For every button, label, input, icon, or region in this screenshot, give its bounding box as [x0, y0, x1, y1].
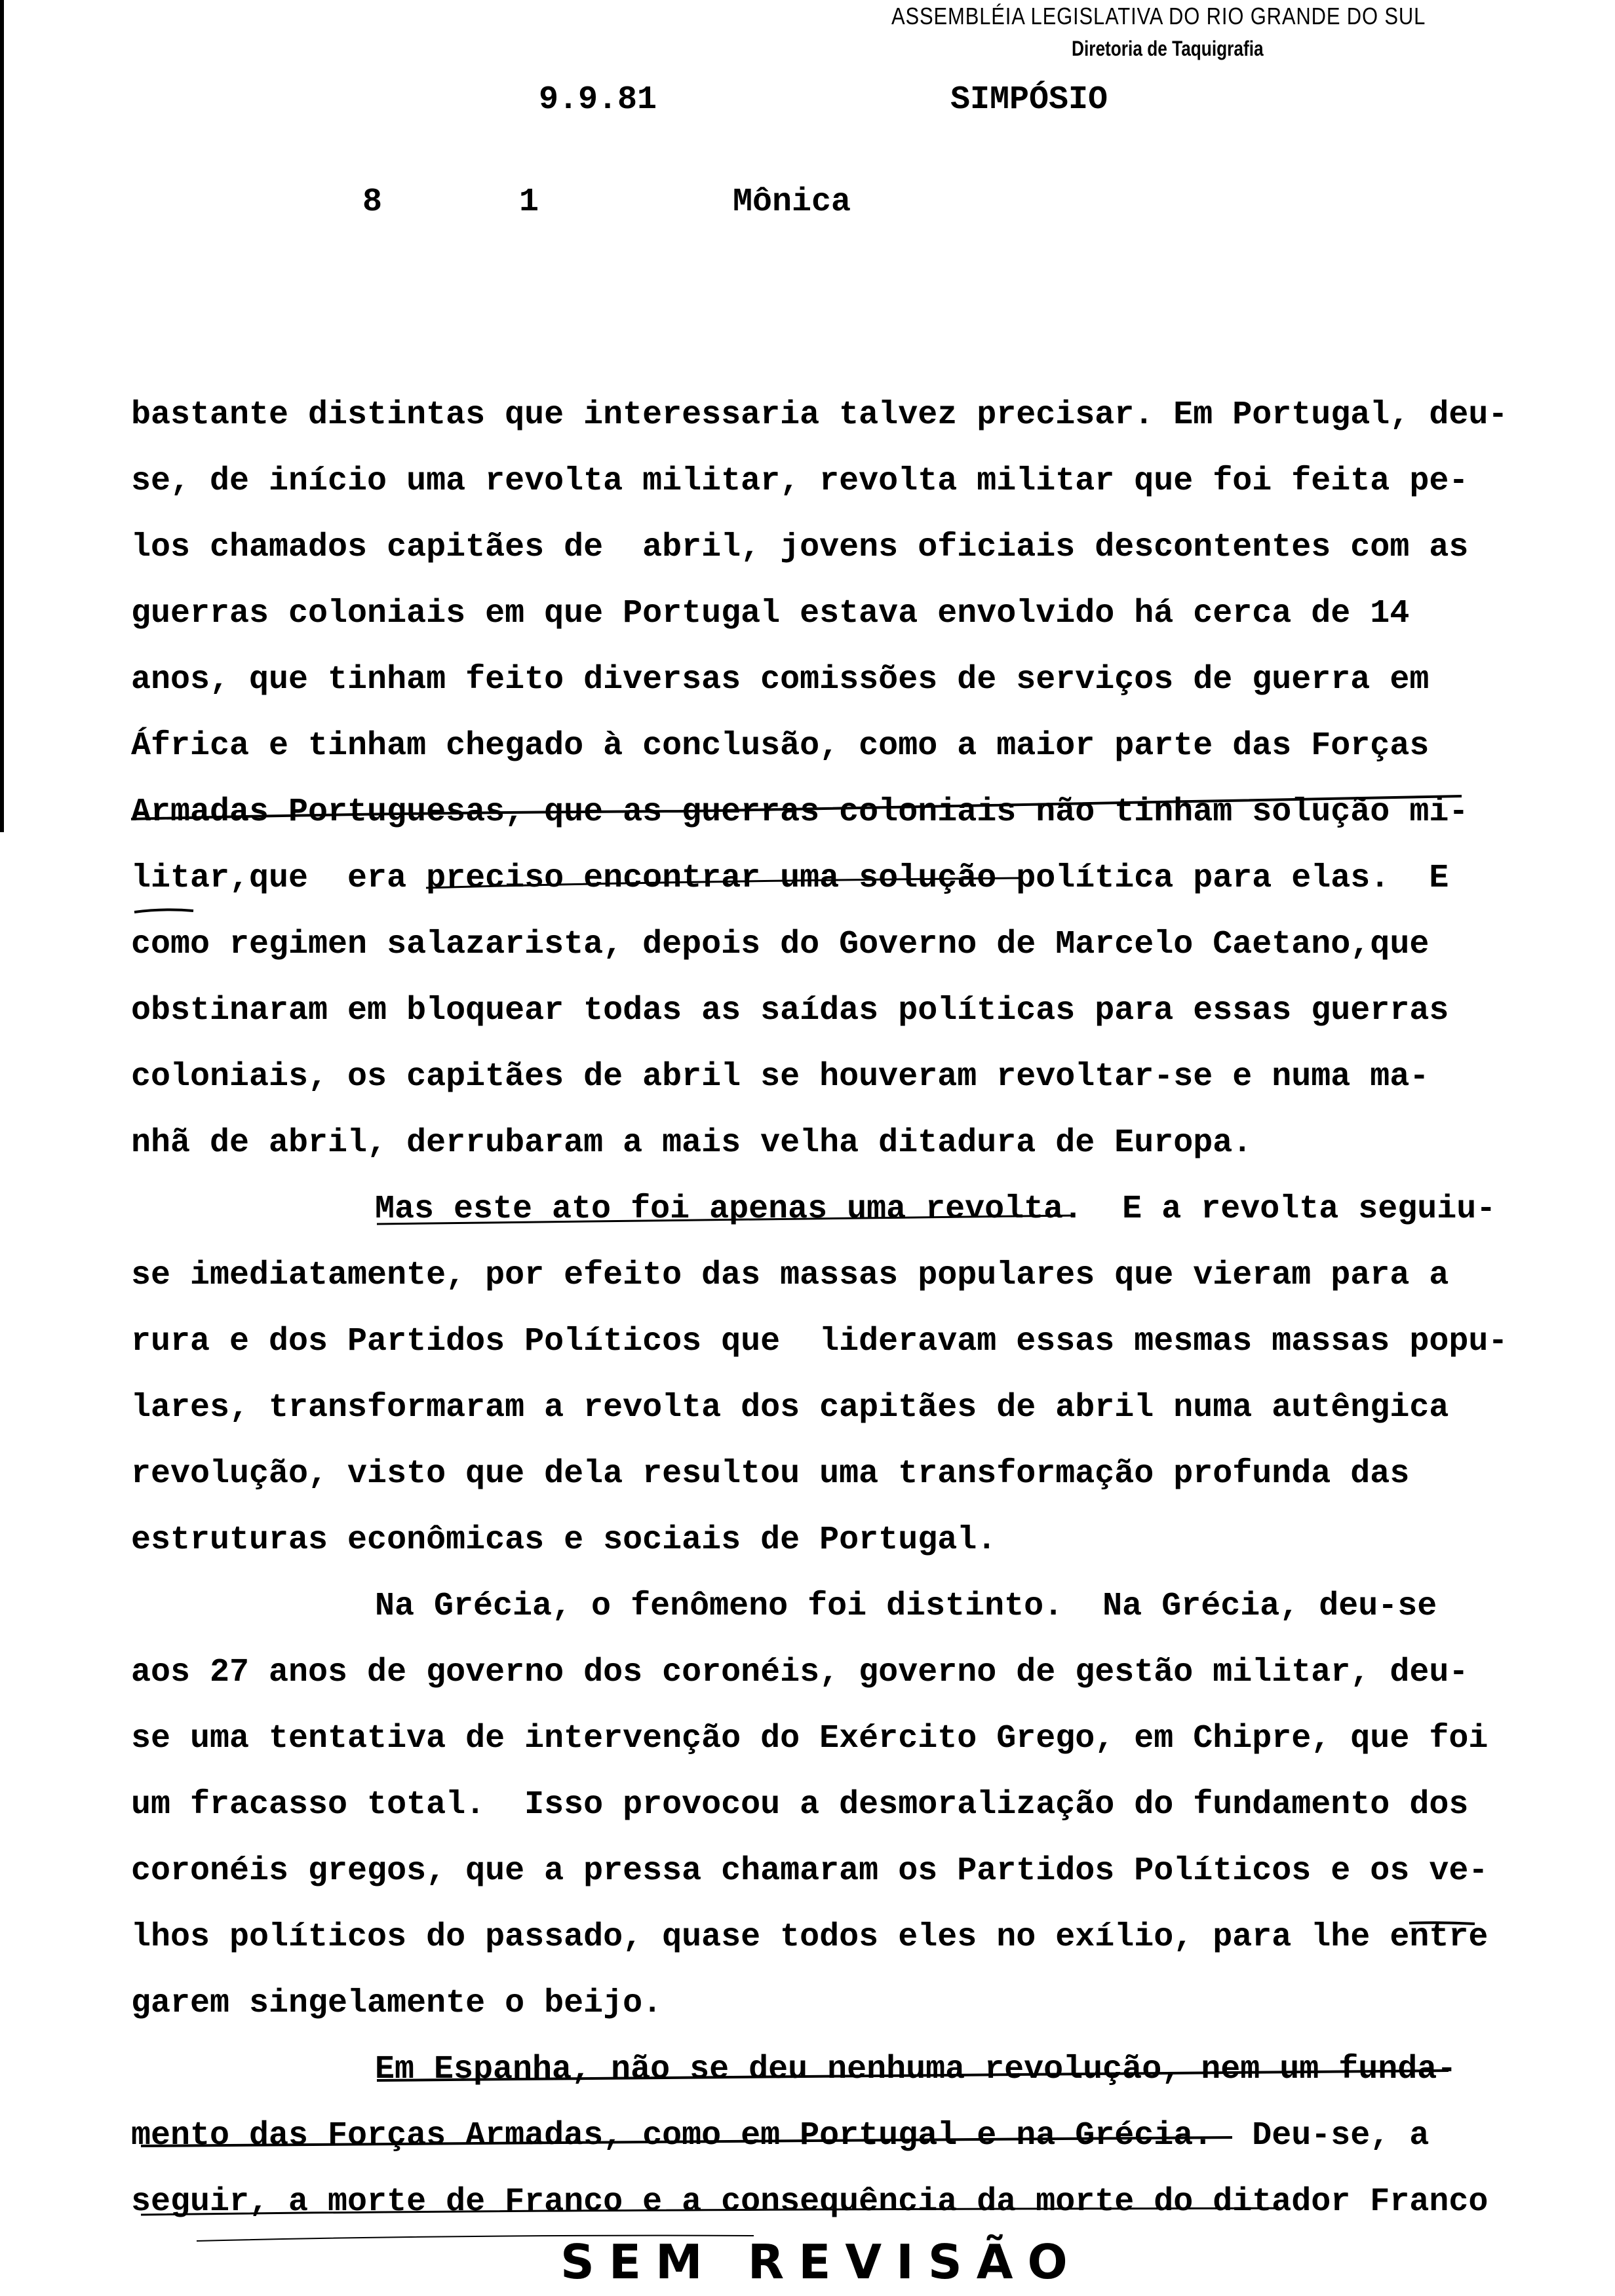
text-line: se, de início uma revolta militar, revolta militar que foi feita pe-: [131, 463, 1469, 500]
text-line: lhos políticos do passado, quase todos eles no exílio, para lhe entre: [131, 1919, 1489, 1956]
text-line: Mas este ato foi apenas uma revolta. E a revolta seguiu-: [375, 1191, 1496, 1228]
underline-mark: [426, 878, 1022, 888]
underline-mark: [1409, 1923, 1475, 1924]
underline-mark: [131, 796, 1462, 819]
no-revision-stamp: SEM REVISÃO: [560, 2234, 1082, 2289]
text-line: revolução, visto que dela resultou uma transformação profunda das: [131, 1455, 1410, 1493]
text-line: anos, que tinham feito diversas comissões de serviços de guerra em: [131, 661, 1430, 698]
text-line: Na Grécia, o fenômeno foi distinto. Na Grécia, deu-se: [375, 1588, 1437, 1625]
underline-mark: [134, 909, 193, 912]
text-line: bastante distintas que interessaria talvez precisar. Em Portugal, deu-: [131, 396, 1508, 434]
text-line: rura e dos Partidos Políticos que lideravam essas mesmas massas popu-: [131, 1323, 1508, 1360]
department-heading: Diretoria de Taquigrafia: [1072, 37, 1264, 60]
typist-name: Mônica: [733, 183, 851, 221]
event-title: SIMPÓSIO: [950, 81, 1108, 119]
underline-mark: [141, 2137, 1232, 2146]
sheet-number: 8: [362, 183, 383, 221]
text-line: mento das Forças Armadas, como em Portugal e na Grécia. Deu-se, a: [131, 2117, 1430, 2154]
text-line: África e tinham chegado à conclusão, como a maior parte das Forças: [131, 727, 1430, 765]
text-line: se imediatamente, por efeito das massas populares que vieram para a: [131, 1257, 1449, 1294]
text-line: coloniais, os capitães de abril se houveram revoltar-se e numa ma-: [131, 1058, 1430, 1096]
text-line: lares, transformaram a revolta dos capitães de abril numa autêngica: [131, 1389, 1449, 1426]
text-line: seguir, a morte de Franco e a consequência da morte do ditador Franco: [131, 2183, 1489, 2221]
page-number: 1: [519, 183, 539, 221]
text-line: coronéis gregos, que a pressa chamaram os Partidos Políticos e os ve-: [131, 1852, 1489, 1890]
text-line: aos 27 anos de governo dos coronéis, governo de gestão militar, deu-: [131, 1654, 1469, 1691]
text-line: garem singelamente o beijo.: [131, 1985, 663, 2022]
text-line: um fracasso total. Isso provocou a desmoralização do fundamento dos: [131, 1786, 1469, 1824]
text-line: litar,que era preciso encontrar uma solução política para elas. E: [131, 860, 1449, 897]
text-line: Em Espanha, não se deu nenhuma revolução, nem um funda-: [375, 2051, 1457, 2088]
underline-mark: [377, 1215, 1075, 1224]
text-line: se uma tentativa de intervenção do Exército Grego, em Chipre, que foi: [131, 1720, 1489, 1757]
text-line: como regimen salazarista, depois do Governo de Marcelo Caetano,que: [131, 926, 1430, 963]
institution-heading: ASSEMBLÉIA LEGISLATIVA DO RIO GRANDE DO SUL: [891, 3, 1426, 29]
text-line: Armadas Portuguesas, que as guerras coloniais não tinham solução mi-: [131, 794, 1469, 831]
text-line: estruturas econômicas e sociais de Portugal.: [131, 1521, 997, 1559]
text-line: guerras coloniais em que Portugal estava envolvido há cerca de 14: [131, 595, 1410, 632]
date: 9.9.81: [539, 81, 657, 119]
text-line: nhã de abril, derrubaram a mais velha ditadura de Europa.: [131, 1124, 1253, 1162]
text-line: los chamados capitães de abril, jovens oficiais descontentes com as: [131, 529, 1469, 566]
text-line: obstinaram em bloquear todas as saídas políticas para essas guerras: [131, 992, 1449, 1029]
underline-mark: [141, 2208, 1278, 2215]
underline-mark: [377, 2071, 1449, 2080]
